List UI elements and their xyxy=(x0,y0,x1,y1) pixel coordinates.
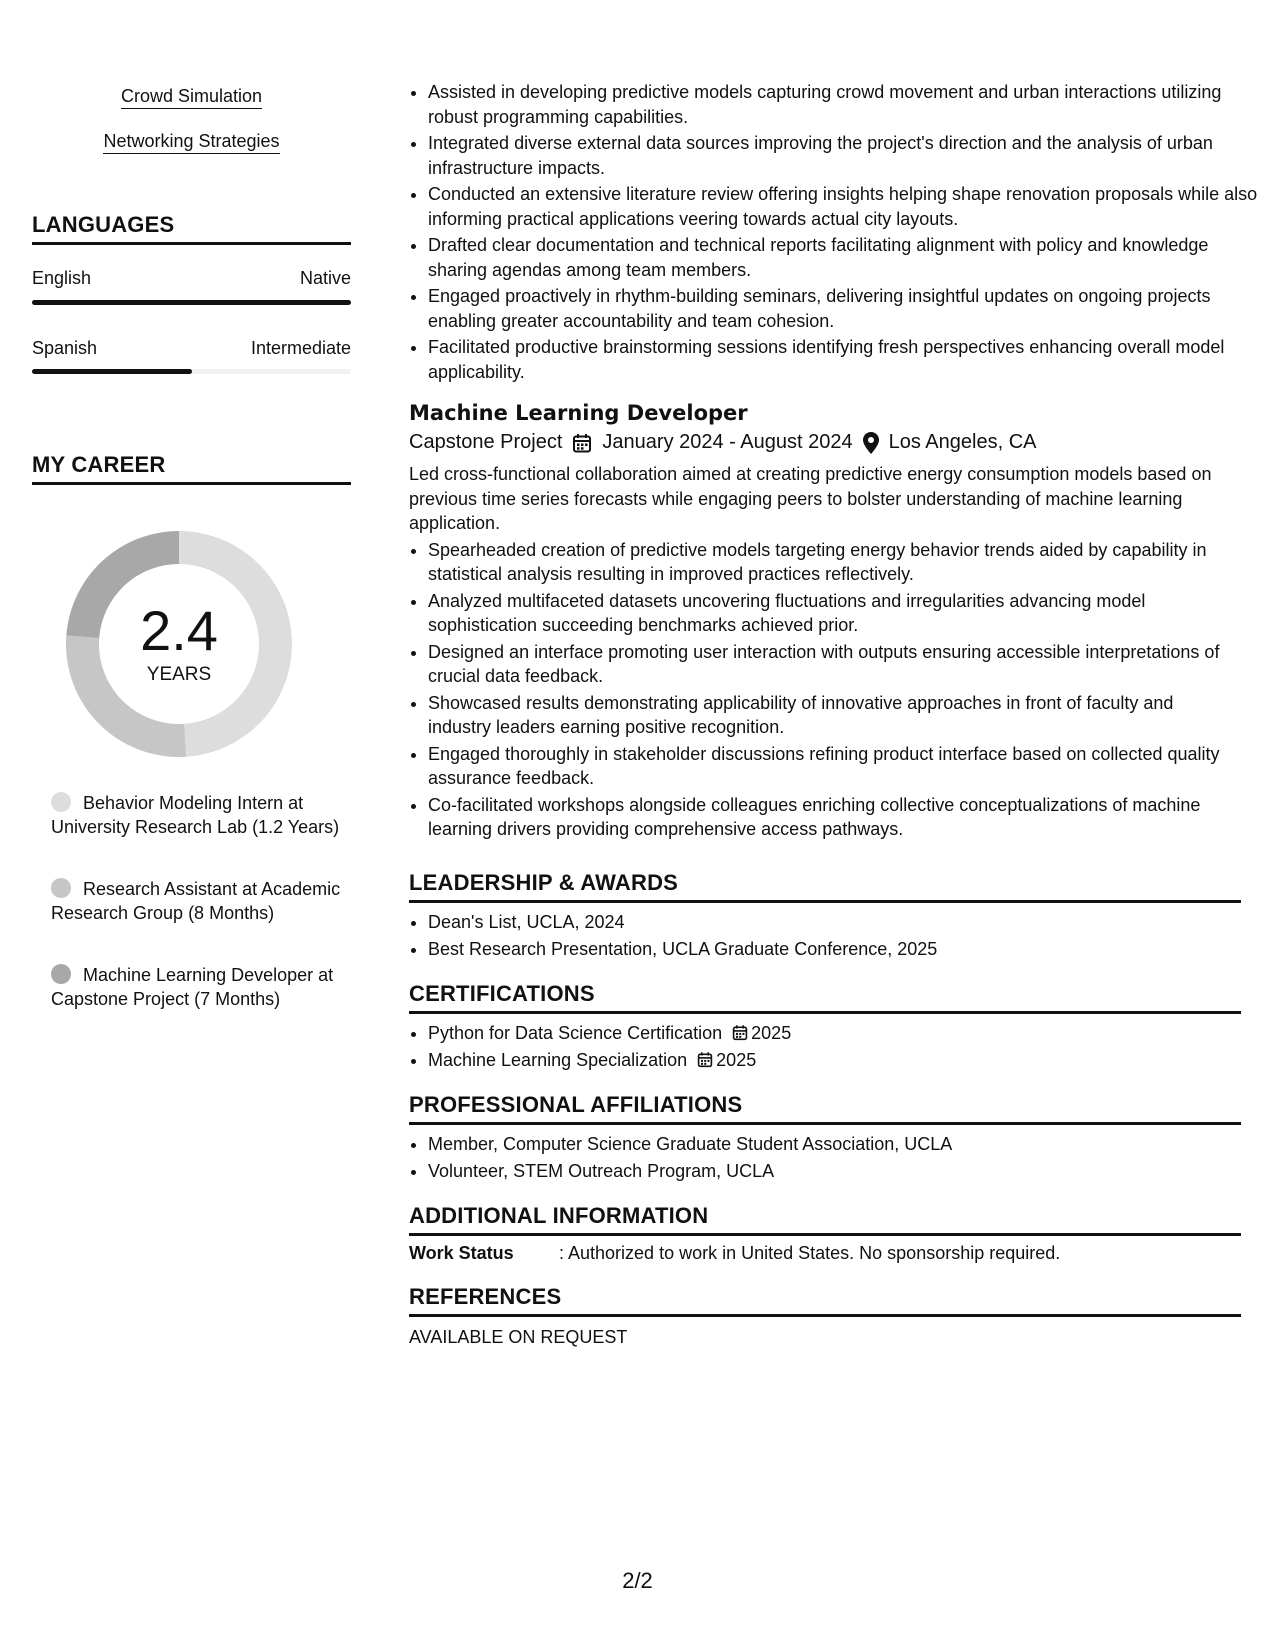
job-dates: January 2024 - August 2024 xyxy=(602,431,853,453)
language-level: Native xyxy=(299,268,351,288)
list-item: • Conducted an extensive literature review offering insights helping shape renovation proposals while also informing practical applications veering towards actual city layouts. xyxy=(428,182,1260,231)
previous-job-bullets xyxy=(409,80,1260,386)
affiliations-heading: PROFESSIONAL AFFILIATIONS xyxy=(409,1092,1241,1125)
list-item: • Designed an interface promoting user interaction with outputs ensuring accessible interpretations of crucial data feedback. xyxy=(428,640,1241,689)
language-row xyxy=(32,338,351,359)
list-item: • Facilitated productive brainstorming sessions identifying fresh perspectives enhancing overall model applicability. xyxy=(428,335,1260,384)
additional-info-heading: ADDITIONAL INFORMATION xyxy=(409,1203,1241,1236)
career-legend-item: Research Assistant at Academic Research Group (8 Months) xyxy=(51,879,341,923)
work-status-label: Work Status xyxy=(409,1243,514,1263)
awards-list xyxy=(409,910,1260,963)
legend-dot xyxy=(51,792,71,812)
career-heading: MY CAREER xyxy=(32,452,351,485)
language-name: Spanish xyxy=(32,338,98,358)
list-item: • Volunteer, STEM Outreach Program, UCLA xyxy=(428,1159,1260,1184)
language-name: English xyxy=(32,268,92,288)
skill-item: Crowd Simulation xyxy=(32,86,351,107)
job-entry xyxy=(409,401,1241,844)
career-legend-item: Behavior Modeling Intern at University Research Lab (1.2 Years) xyxy=(51,793,340,837)
calendar-icon xyxy=(572,433,592,453)
job-company: Capstone Project xyxy=(409,431,563,453)
list-item: • Drafted clear documentation and technical reports facilitating alignment with policy and knowledge sharing agendas among team members. xyxy=(428,233,1260,282)
references-heading: REFERENCES xyxy=(409,1284,1241,1317)
list-item: • Spearheaded creation of predictive models targeting energy behavior trends aided by capability in statistical analysis resulting in improved practices reflectively. xyxy=(428,538,1241,587)
language-bar-fill xyxy=(32,300,351,305)
job-description: Led cross-functional collaboration aimed at creating predictive energy consumption models based on previous time series forecasts while engaging peers to bolster understanding of machine learning application. xyxy=(409,464,1212,533)
list-item: • Engaged proactively in rhythm-building seminars, delivering insightful updates on ongoing projects enabling greater accountability and team cohesion. xyxy=(428,284,1260,333)
career-legend-item: Machine Learning Developer at Capstone Project (7 Months) xyxy=(51,965,334,1009)
job-title: Machine Learning Developer xyxy=(409,401,748,425)
list-item: • Machine Learning Specialization 2025 xyxy=(428,1048,1260,1073)
skill-item: Networking Strategies xyxy=(32,131,351,152)
page-number: 2/2 xyxy=(622,1568,653,1593)
calendar-icon xyxy=(732,1024,748,1041)
awards-heading: LEADERSHIP & AWARDS xyxy=(409,870,1241,903)
calendar-icon xyxy=(697,1051,713,1068)
list-item: • Analyzed multifaceted datasets uncovering fluctuations and irregularities advancing model sophistication succeeding benchmarks achieved prior. xyxy=(428,589,1241,638)
list-item: • Co-facilitated workshops alongside colleagues enriching collective conceptualizations of machine learning drivers providing comprehensive access pathways. xyxy=(428,793,1241,842)
language-bar xyxy=(32,369,351,374)
list-item: • Showcased results demonstrating applicability of innovative approaches in front of faculty and industry leaders earning positive recognition. xyxy=(428,691,1241,740)
list-item: • Assisted in developing predictive models capturing crowd movement and urban interactions utilizing robust programming capabilities. xyxy=(428,80,1260,129)
certifications-list xyxy=(409,1021,1260,1074)
languages-heading: LANGUAGES xyxy=(32,212,351,245)
references-text: AVAILABLE ON REQUEST xyxy=(409,1327,628,1347)
job-location: Los Angeles, CA xyxy=(888,431,1037,453)
language-bar xyxy=(32,300,351,305)
legend-dot xyxy=(51,878,71,898)
list-item: • Integrated diverse external data sources improving the project's direction and the analysis of urban infrastructure impacts. xyxy=(428,131,1260,180)
list-item: • Engaged thoroughly in stakeholder discussions refining product interface based on collected quality assurance feedback. xyxy=(428,742,1241,791)
list-item: • Python for Data Science Certification 2025 xyxy=(428,1021,1260,1046)
legend-dot xyxy=(51,964,71,984)
language-row xyxy=(32,268,351,289)
list-item: • Member, Computer Science Graduate Student Association, UCLA xyxy=(428,1132,1260,1157)
work-status-value: : Authorized to work in United States. No sponsorship required. xyxy=(559,1243,1061,1263)
language-level: Intermediate xyxy=(250,338,351,358)
job-bullets xyxy=(409,538,1241,842)
career-total: 2.4 xyxy=(140,599,218,662)
language-bar-fill xyxy=(32,369,192,374)
list-item: • Dean's List, UCLA, 2024 xyxy=(428,910,1260,935)
list-item: • Best Research Presentation, UCLA Graduate Conference, 2025 xyxy=(428,937,1260,962)
work-status-row xyxy=(409,1243,1241,1264)
certifications-heading: CERTIFICATIONS xyxy=(409,981,1241,1014)
career-unit: YEARS xyxy=(146,664,212,685)
affiliations-list xyxy=(409,1132,1260,1185)
job-meta xyxy=(409,431,1241,454)
location-pin-icon xyxy=(863,432,879,454)
